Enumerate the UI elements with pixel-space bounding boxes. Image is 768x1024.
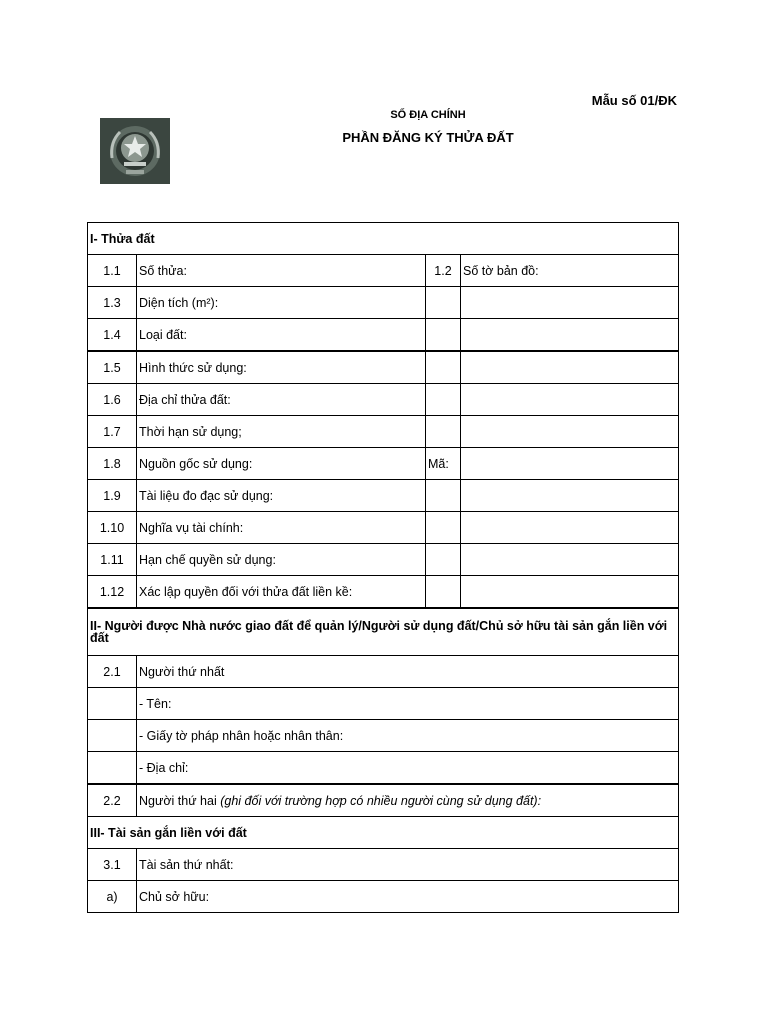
row-number bbox=[88, 752, 137, 785]
table-row bbox=[88, 720, 679, 752]
table-row bbox=[88, 656, 679, 688]
row-number: 1.8 bbox=[88, 448, 137, 480]
row-label: Hạn chế quyền sử dụng: bbox=[137, 544, 426, 576]
table-row bbox=[88, 512, 679, 544]
empty-cell bbox=[461, 351, 679, 384]
row-number: 1.1 bbox=[88, 255, 137, 287]
table-row bbox=[88, 384, 679, 416]
empty-cell bbox=[461, 544, 679, 576]
row-label: Tài liệu đo đạc sử dụng: bbox=[137, 480, 426, 512]
land-registration-table bbox=[87, 222, 679, 913]
row-note: (ghi đối với trường hợp có nhiều người cùng sử dụng đất): bbox=[220, 793, 542, 808]
row-number: 2.2 bbox=[88, 784, 137, 817]
row-number: 1.10 bbox=[88, 512, 137, 544]
row-number: 2.1 bbox=[88, 656, 137, 688]
row-number: 1.5 bbox=[88, 351, 137, 384]
table-row bbox=[88, 319, 679, 352]
empty-cell bbox=[461, 287, 679, 319]
empty-cell bbox=[426, 319, 461, 352]
empty-cell bbox=[461, 416, 679, 448]
empty-cell bbox=[426, 416, 461, 448]
row-label: Chủ sở hữu: bbox=[137, 881, 679, 913]
empty-cell bbox=[426, 576, 461, 609]
row-number: 1.4 bbox=[88, 319, 137, 352]
national-emblem-icon bbox=[100, 118, 170, 184]
section-3-title: III- Tài sản gắn liền với đất bbox=[88, 817, 679, 849]
row-label: Số thửa: bbox=[137, 255, 426, 287]
row-label: Hình thức sử dụng: bbox=[137, 351, 426, 384]
empty-cell bbox=[461, 384, 679, 416]
table-row bbox=[88, 881, 679, 913]
row-label-2: Số tờ bản đồ: bbox=[461, 255, 679, 287]
table-row bbox=[88, 351, 679, 384]
row-label: Loại đất: bbox=[137, 319, 426, 352]
row-label-text: Người thứ hai bbox=[139, 793, 221, 808]
empty-cell bbox=[461, 512, 679, 544]
empty-cell bbox=[426, 287, 461, 319]
table-row bbox=[88, 287, 679, 319]
row-label: Thời hạn sử dụng; bbox=[137, 416, 426, 448]
table-row bbox=[88, 688, 679, 720]
section-2-title: II- Người được Nhà nước giao đất để quản lý/Người sử dụng đất/Chủ sở hữu tài sản gắn liền với đất bbox=[88, 608, 679, 656]
book-name: SỔ ĐỊA CHÍNH bbox=[390, 109, 466, 121]
empty-cell bbox=[461, 480, 679, 512]
row-number: 3.1 bbox=[88, 849, 137, 881]
table-row bbox=[88, 752, 679, 785]
row-number: 1.6 bbox=[88, 384, 137, 416]
row-label: Xác lập quyền đối với thửa đất liền kề: bbox=[137, 576, 426, 609]
empty-cell bbox=[426, 384, 461, 416]
row-label: Tài sản thứ nhất: bbox=[137, 849, 679, 881]
empty-cell bbox=[426, 351, 461, 384]
table-row bbox=[88, 784, 679, 817]
row-label: - Tên: bbox=[137, 688, 679, 720]
table-row bbox=[88, 416, 679, 448]
row-number: 1.7 bbox=[88, 416, 137, 448]
row-number bbox=[88, 688, 137, 720]
table-row bbox=[88, 448, 679, 480]
row-label: Nghĩa vụ tài chính: bbox=[137, 512, 426, 544]
section-1-title: I- Thửa đất bbox=[88, 223, 679, 255]
row-number-2: 1.2 bbox=[426, 255, 461, 287]
table-row bbox=[88, 849, 679, 881]
row-label: Địa chỉ thửa đất: bbox=[137, 384, 426, 416]
table-row bbox=[88, 255, 679, 287]
row-label: Nguồn gốc sử dụng: bbox=[137, 448, 426, 480]
row-number: 1.12 bbox=[88, 576, 137, 609]
table-row bbox=[88, 576, 679, 609]
empty-cell bbox=[426, 544, 461, 576]
empty-cell bbox=[426, 480, 461, 512]
table-row bbox=[88, 480, 679, 512]
row-label: Diện tích (m²): bbox=[137, 287, 426, 319]
form-code: Mẫu số 01/ĐK bbox=[591, 93, 677, 108]
row-number: 1.3 bbox=[88, 287, 137, 319]
empty-cell bbox=[461, 576, 679, 609]
row-number: 1.11 bbox=[88, 544, 137, 576]
page-title: PHẦN ĐĂNG KÝ THỬA ĐẤT bbox=[342, 130, 514, 145]
row-number: 1.9 bbox=[88, 480, 137, 512]
table-row bbox=[88, 544, 679, 576]
row-number bbox=[88, 720, 137, 752]
row-label: Người thứ nhất bbox=[137, 656, 679, 688]
row-label bbox=[137, 784, 679, 817]
empty-cell bbox=[426, 512, 461, 544]
row-label: - Địa chỉ: bbox=[137, 752, 679, 785]
empty-cell bbox=[461, 319, 679, 352]
empty-cell bbox=[461, 448, 679, 480]
code-label: Mã: bbox=[426, 448, 461, 480]
row-label: - Giấy tờ pháp nhân hoặc nhân thân: bbox=[137, 720, 679, 752]
row-number: a) bbox=[88, 881, 137, 913]
